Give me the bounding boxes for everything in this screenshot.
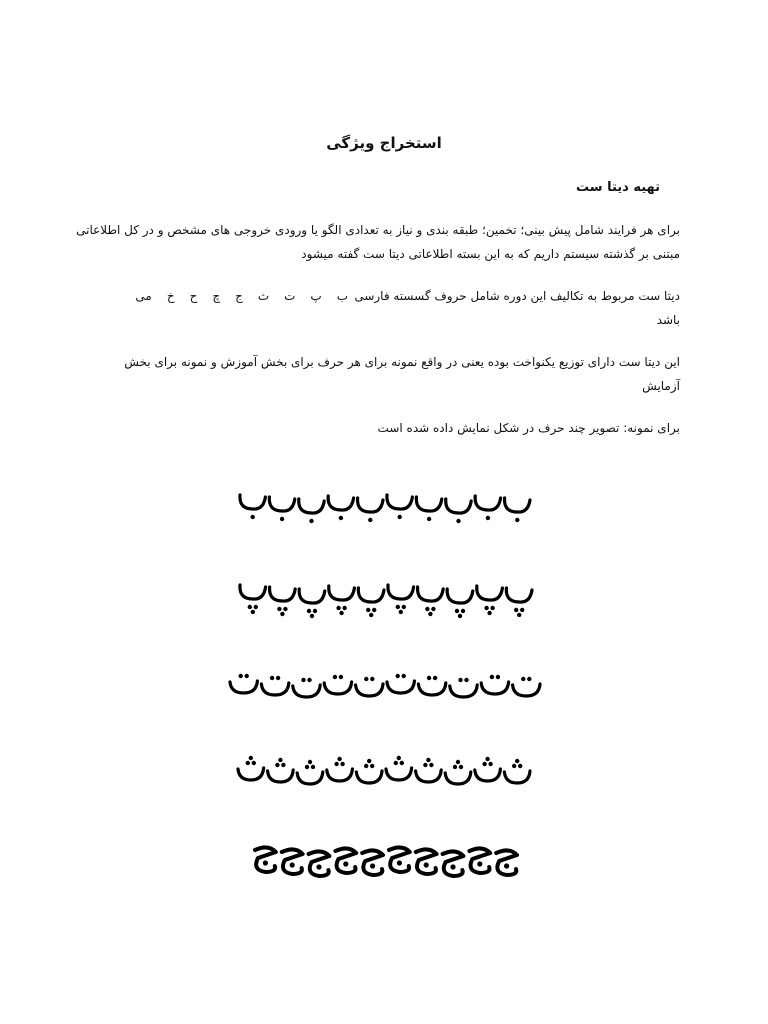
handwritten-letter <box>418 683 445 695</box>
letter-dot <box>487 611 491 615</box>
letter-dot <box>364 677 368 681</box>
section-heading: تهیه دیتا ست <box>576 180 660 195</box>
letter-dot <box>277 607 281 611</box>
letter-dot <box>309 519 313 523</box>
letter-dot <box>275 763 279 767</box>
letter-dot <box>455 609 459 613</box>
handwritten-letter <box>309 851 330 876</box>
handwritten-letter <box>293 685 320 697</box>
letter-dot <box>450 864 455 869</box>
handwritten-letter <box>416 497 441 511</box>
letter-dot <box>427 676 431 680</box>
handwritten-letter <box>297 772 323 784</box>
letter-dot <box>504 863 509 868</box>
handwritten-letter <box>270 587 296 601</box>
handwritten-letter <box>358 588 384 602</box>
letter-dot <box>456 519 460 523</box>
letter-dot <box>514 608 518 612</box>
letter-dot <box>316 864 321 869</box>
letter-item: ح <box>189 289 198 303</box>
letter-item: پ <box>310 289 322 303</box>
letter-dot <box>339 611 343 615</box>
letter-item: ث <box>257 289 270 303</box>
handwritten-letter <box>261 683 288 695</box>
letter-dot <box>515 759 519 763</box>
sample-row-2 <box>240 585 532 618</box>
letter-item: خ <box>166 289 175 303</box>
handwritten-letter <box>335 848 356 873</box>
letter-dot <box>458 678 462 682</box>
letter-dot <box>248 605 252 609</box>
letter-dot <box>254 605 258 609</box>
letter-dot <box>464 678 468 682</box>
handwritten-letter <box>447 589 473 603</box>
handwritten-letter <box>445 772 471 784</box>
handwritten-letter <box>358 498 383 512</box>
letter-dot <box>343 861 348 866</box>
handwritten-letter <box>505 498 530 512</box>
letter-dot <box>311 765 315 769</box>
handwritten-letter <box>418 587 444 601</box>
letter-dot <box>280 612 284 616</box>
letter-dot <box>490 606 494 610</box>
letter-dot <box>484 606 488 610</box>
letter-dot <box>308 760 312 764</box>
letter-dot <box>370 764 374 768</box>
letter-dot <box>424 862 429 867</box>
handwritten-letter <box>496 850 517 875</box>
letter-dot <box>334 762 338 766</box>
handwritten-letter <box>329 586 355 600</box>
letter-dot <box>364 764 368 768</box>
handwritten-letter <box>324 682 351 694</box>
handwritten-letter <box>416 770 442 782</box>
sample-row-5 <box>255 847 517 876</box>
letter-dot <box>399 610 403 614</box>
sample-row-3 <box>230 674 540 697</box>
letter-dot <box>368 518 372 522</box>
letter-dot <box>482 762 486 766</box>
paragraph-line: دیتا ست مربوط به تکالیف این دوره شامل حروف گسسته فارسی <box>354 289 680 303</box>
paragraph-line: این دیتا ست دارای توزیع یکنواخت بوده یعنی در واقع نمونه برای هر حرف برای بخش آموزش و نمونه برای بخش <box>124 355 680 369</box>
letter-dot <box>396 605 400 609</box>
letter-dot <box>521 677 525 681</box>
letter-dot <box>251 515 255 519</box>
letter-dot <box>423 763 427 767</box>
letter-dot <box>367 759 371 763</box>
letter-dot <box>518 764 522 768</box>
letter-dot <box>305 765 309 769</box>
handwritten-letter <box>387 681 414 693</box>
letter-dot <box>239 674 243 678</box>
handwritten-letter <box>238 768 264 780</box>
letter-dot <box>307 609 311 613</box>
letter-item: ب <box>336 289 348 303</box>
sample-row-1 <box>240 495 530 523</box>
letter-dot <box>369 613 373 617</box>
letter-dot <box>490 675 494 679</box>
letter-dot <box>372 608 376 612</box>
letter-dot <box>517 613 521 617</box>
letter-dot <box>396 674 400 678</box>
handwritten-letter <box>475 769 501 781</box>
handwritten-letter <box>299 499 324 513</box>
letter-dot <box>426 758 430 762</box>
handwritten-letter <box>481 682 508 694</box>
paragraph-line: آزمایش <box>642 379 680 393</box>
letter-dot <box>281 763 285 767</box>
letter-dot <box>459 765 463 769</box>
letter-item: ت <box>284 289 296 303</box>
letter-item: ج <box>235 289 243 303</box>
letter-dot <box>398 515 402 519</box>
letter-dot <box>246 761 250 765</box>
handwritten-letter <box>389 847 410 872</box>
letter-dot <box>301 678 305 682</box>
letter-dot <box>429 763 433 767</box>
letter-dot <box>337 757 341 761</box>
letter-dot <box>527 677 531 681</box>
letter-dot <box>485 757 489 761</box>
handwritten-letter <box>386 768 412 780</box>
letter-dot <box>400 761 404 765</box>
letter-dot <box>339 675 343 679</box>
letter-dot <box>290 862 295 867</box>
handwritten-letter <box>255 847 276 872</box>
page-title: استخراج ویژگی <box>326 134 442 152</box>
letter-dot <box>263 860 268 865</box>
handwritten-letter <box>230 681 257 693</box>
handwritten-letter <box>269 497 294 511</box>
letter-dot <box>431 607 435 611</box>
handwritten-letter <box>475 496 500 510</box>
handwritten-letter <box>446 499 471 513</box>
letter-dot <box>310 614 314 618</box>
paragraph-line: مبتنی بر گذشته سیستم داریم که به این بسته اطلاعاتی دیتا ست گفته میشود <box>301 247 680 261</box>
handwritten-letter <box>387 495 412 509</box>
letter-dot <box>402 674 406 678</box>
paragraph-line: باشد <box>656 313 680 327</box>
handwritten-letter <box>388 585 414 599</box>
letter-dot <box>394 761 398 765</box>
handwritten-letter <box>328 496 353 510</box>
letter-dot <box>402 605 406 609</box>
letter-dot <box>366 608 370 612</box>
handwritten-letter <box>506 588 532 602</box>
letter-dot <box>307 678 311 682</box>
letter-dot <box>397 860 402 865</box>
letter-item: چ <box>212 289 221 303</box>
letter-dot <box>313 609 317 613</box>
letter-dot <box>456 760 460 764</box>
letter-dot <box>488 762 492 766</box>
letter-dot <box>433 676 437 680</box>
letter-dot <box>397 756 401 760</box>
letter-dot <box>249 756 253 760</box>
handwritten-letter <box>362 850 383 875</box>
letter-dot <box>270 676 274 680</box>
handwritten-letter <box>240 495 265 509</box>
letter-dot <box>520 608 524 612</box>
handwritten-letter <box>268 770 294 782</box>
letter-dot <box>336 606 340 610</box>
handwritten-letter <box>416 849 437 874</box>
letter-dot <box>339 516 343 520</box>
letter-dot <box>333 675 337 679</box>
letter-dot <box>278 758 282 762</box>
handwritten-letter <box>513 684 540 696</box>
handwritten-letter <box>327 769 353 781</box>
letter-dot <box>496 675 500 679</box>
letter-dot <box>428 612 432 616</box>
letter-dot <box>280 517 284 521</box>
letter-dot <box>245 674 249 678</box>
letter-item: می <box>135 289 152 303</box>
letter-dot <box>458 614 462 618</box>
handwritten-letter <box>282 849 303 874</box>
handwritten-letter <box>356 771 382 783</box>
letter-dot <box>512 764 516 768</box>
letter-dot <box>486 516 490 520</box>
handwritten-letter <box>504 771 530 783</box>
handwritten-letter <box>443 851 464 876</box>
handwritten-letter <box>299 589 325 603</box>
paragraph-line: برای نمونه: تصویر چند حرف در شکل نمایش داده شده است <box>377 421 680 435</box>
letter-dot <box>515 518 519 522</box>
paragraph-line: برای هر فرایند شامل پیش بینی؛ تخمین؛ طبقه بندی و نیاز به تعدادی الگو یا ورودی خروجی های مشخص و در کل اطلاعاتی <box>76 223 680 237</box>
letter-dot <box>425 607 429 611</box>
handwritten-letter <box>469 848 490 873</box>
handwritten-letter <box>240 585 266 599</box>
letter-dot <box>340 762 344 766</box>
sample-row-4 <box>238 756 530 784</box>
letter-dot <box>461 609 465 613</box>
letter-dot <box>453 765 457 769</box>
letter-dot <box>283 607 287 611</box>
handwritten-letter <box>477 586 503 600</box>
letter-dot <box>370 863 375 868</box>
letter-dot <box>342 606 346 610</box>
letter-dot <box>370 677 374 681</box>
letter-dot <box>251 610 255 614</box>
letter-dot <box>276 676 280 680</box>
letter-dot <box>477 861 482 866</box>
handwritten-letter <box>356 684 383 696</box>
letter-dot <box>252 761 256 765</box>
letter-dot <box>427 517 431 521</box>
handwritten-letter <box>450 685 477 697</box>
